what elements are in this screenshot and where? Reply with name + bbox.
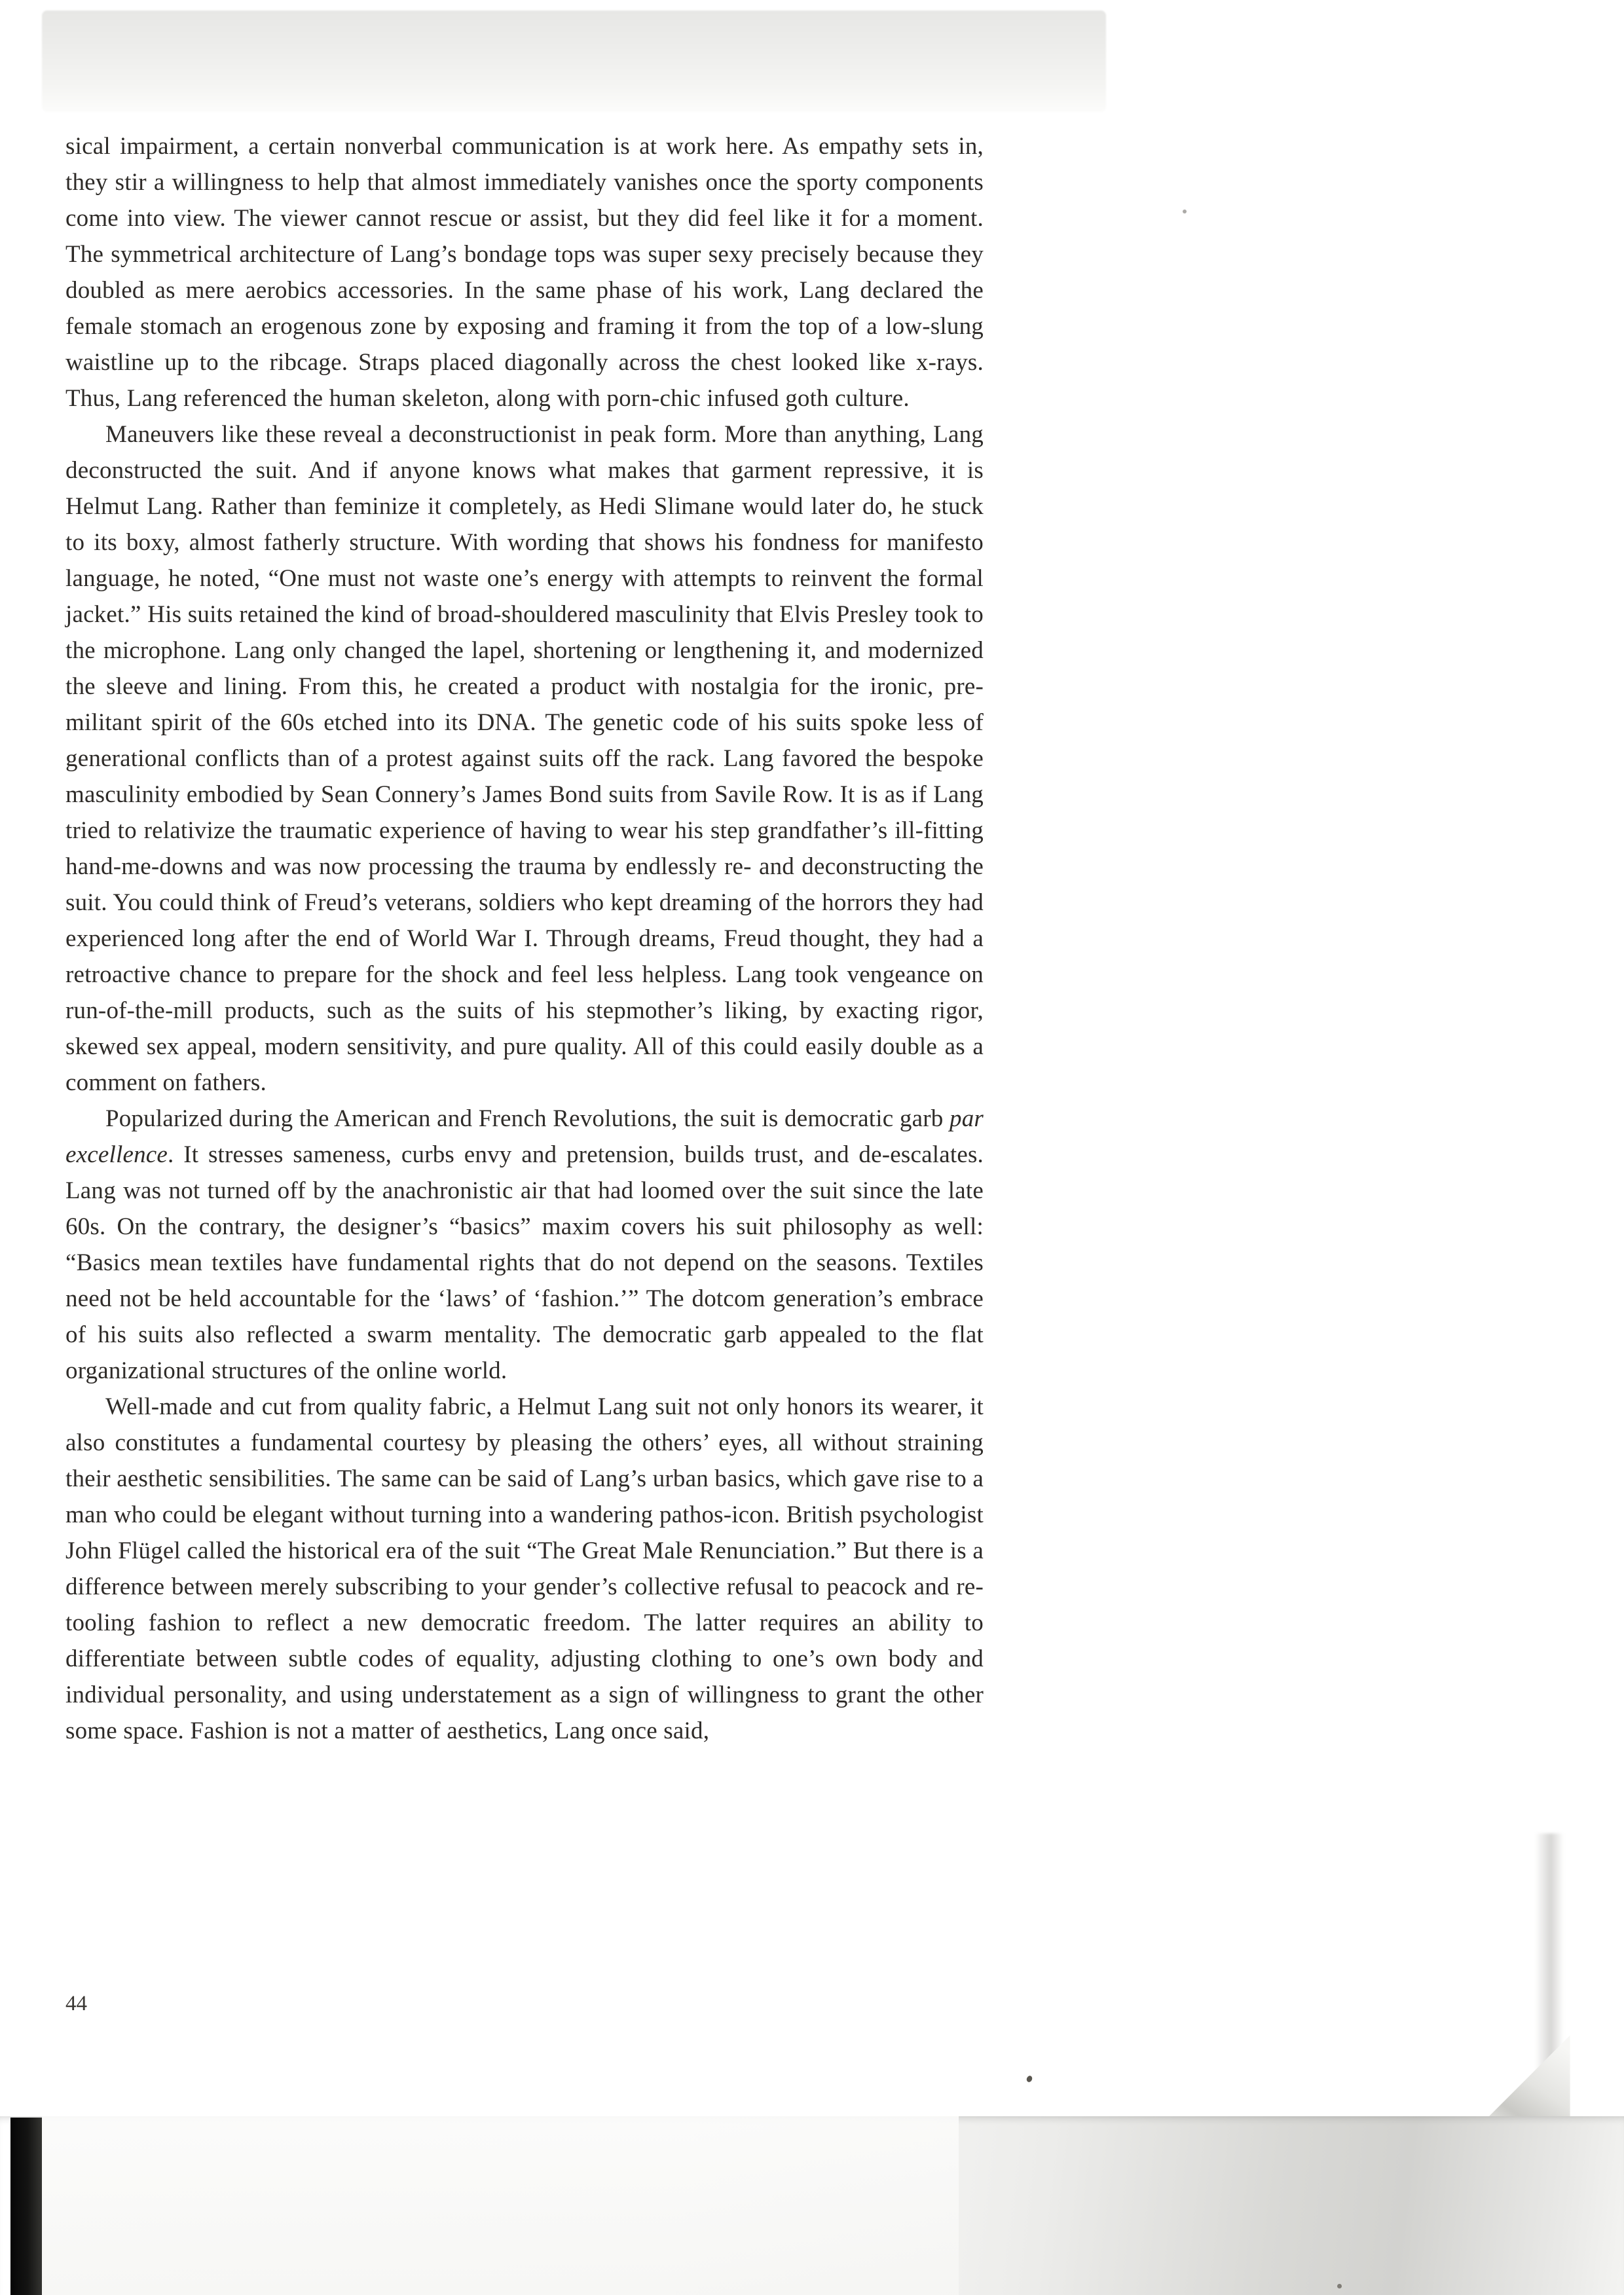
next-page-edge xyxy=(0,2116,1624,2295)
paragraph-3 xyxy=(65,1101,984,1389)
scan-speck xyxy=(1337,2284,1342,2288)
scan-top-shadow xyxy=(42,10,1106,112)
paragraph-1: sical impairment, a certain nonverbal communication is at work here. As empathy sets in, they stir a willingness to help that almost immediately vanishes once the sporty components come into view. The viewer cannot rescue or assist, but they did feel like it for a moment. The symmetrical architecture of Lang’s bondage tops was super sexy precisely because they doubled as mere aerobics accessories. In the same phase of his work, Lang declared the female stomach an erogenous zone by exposing and framing it from the top of a low-slung waistline up to the ribcage. Straps placed diagonally across the chest looked like x-rays. Thus, Lang referenced the human skeleton, along with porn-chic infused goth culture. xyxy=(65,133,984,412)
paragraph-2: Maneuvers like these reveal a deconstructionist in peak form. More than anything, Lang deconstructed the suit. And if anyone knows what makes that garment repressive, it is Helmut Lang. Rather than feminize it completely, as Hedi Slimane would later do, he stuck to its boxy, almost fatherly structure. With wording that shows his fondness for manifesto language, he noted, “One must not waste one’s energy with attempts to reinvent the formal jacket.” His suits retained the kind of broad-shouldered masculinity that Elvis Presley took to the microphone. Lang only changed the lapel, shortening or lengthening it, and modernized the sleeve and lining. From this, he created a product with nostalgia for the ironic, pre-militant spirit of the 60s etched into its DNA. The genetic code of his suits spoke less of generational conflicts than of a protest against suits off the rack. Lang favored the bespoke masculinity embodied by Sean Connery’s James Bond suits from Savile Row. It is as if Lang tried to relativize the traumatic experience of having to wear his step grandfather’s ill-fitting hand-me-downs and was now processing the trauma by endlessly re- and deconstructing the suit. You could think of Freud’s veterans, soldiers who kept dreaming of the horrors they had experienced long after the end of World War I. Through dreams, Freud thought, they had a retroactive chance to prepare for the shock and feel less helpless. Lang took vengeance on run-of-the-mill products, such as the suits of his stepmother’s liking, by exacting rigor, skewed sex appeal, modern sensitivity, and pure quality. All of this could easily double as a comment on fathers. xyxy=(65,421,984,1096)
paragraph-3-text-after: . It stresses sameness, curbs envy and pretension, builds trust, and de-escalates. Lang was not turned off by the anachronistic air that had loomed over the suit since the late 60s. On the contrary, the designer’s “basics” maxim covers his suit philosophy as well: “Basics mean textiles have fundamental rights that do not depend on the seasons. Textiles need not be held accountable for the ‘laws’ of ‘fashion.’” The dotcom generation’s embrace of his suits also reflected a swarm mentality. The democratic garb appealed to the flat organizational structures of the online world. xyxy=(65,1141,984,1384)
paragraph-3-text-before: Popularized during the American and French Revolutions, the suit is democratic garb xyxy=(105,1105,950,1132)
body-text-column xyxy=(65,128,984,1749)
scan-speck xyxy=(1025,2075,1033,2083)
paragraph-4: Well-made and cut from quality fabric, a Helmut Lang suit not only honors its wearer, it also constitutes a fundamental courtesy by pleasing the others’ eyes, all without straining their aesthetic sensibilities. The same can be said of Lang’s urban basics, which gave rise to a man who could be elegant without turning into a wandering pathos-icon. British psychologist John Flügel called the historical era of the suit “The Great Male Renunciation.” But there is a difference between merely subscribing to your gender’s collective refusal to peacock and re-tooling fashion to reflect a new democratic freedom. The latter requires an ability to differentiate between subtle codes of equality, adjusting clothing to one’s own body and individual personality, and using understatement as a sign of willingness to grant the other some space. Fashion is not a matter of aesthetics, Lang once said, xyxy=(65,1393,984,1744)
book-spine-bar xyxy=(10,2118,42,2295)
page-number: 44 xyxy=(65,1992,87,2015)
scan-speck xyxy=(1183,210,1187,213)
next-page-highlight xyxy=(42,2116,959,2295)
italic-phrase: par excellence xyxy=(65,1105,984,1168)
